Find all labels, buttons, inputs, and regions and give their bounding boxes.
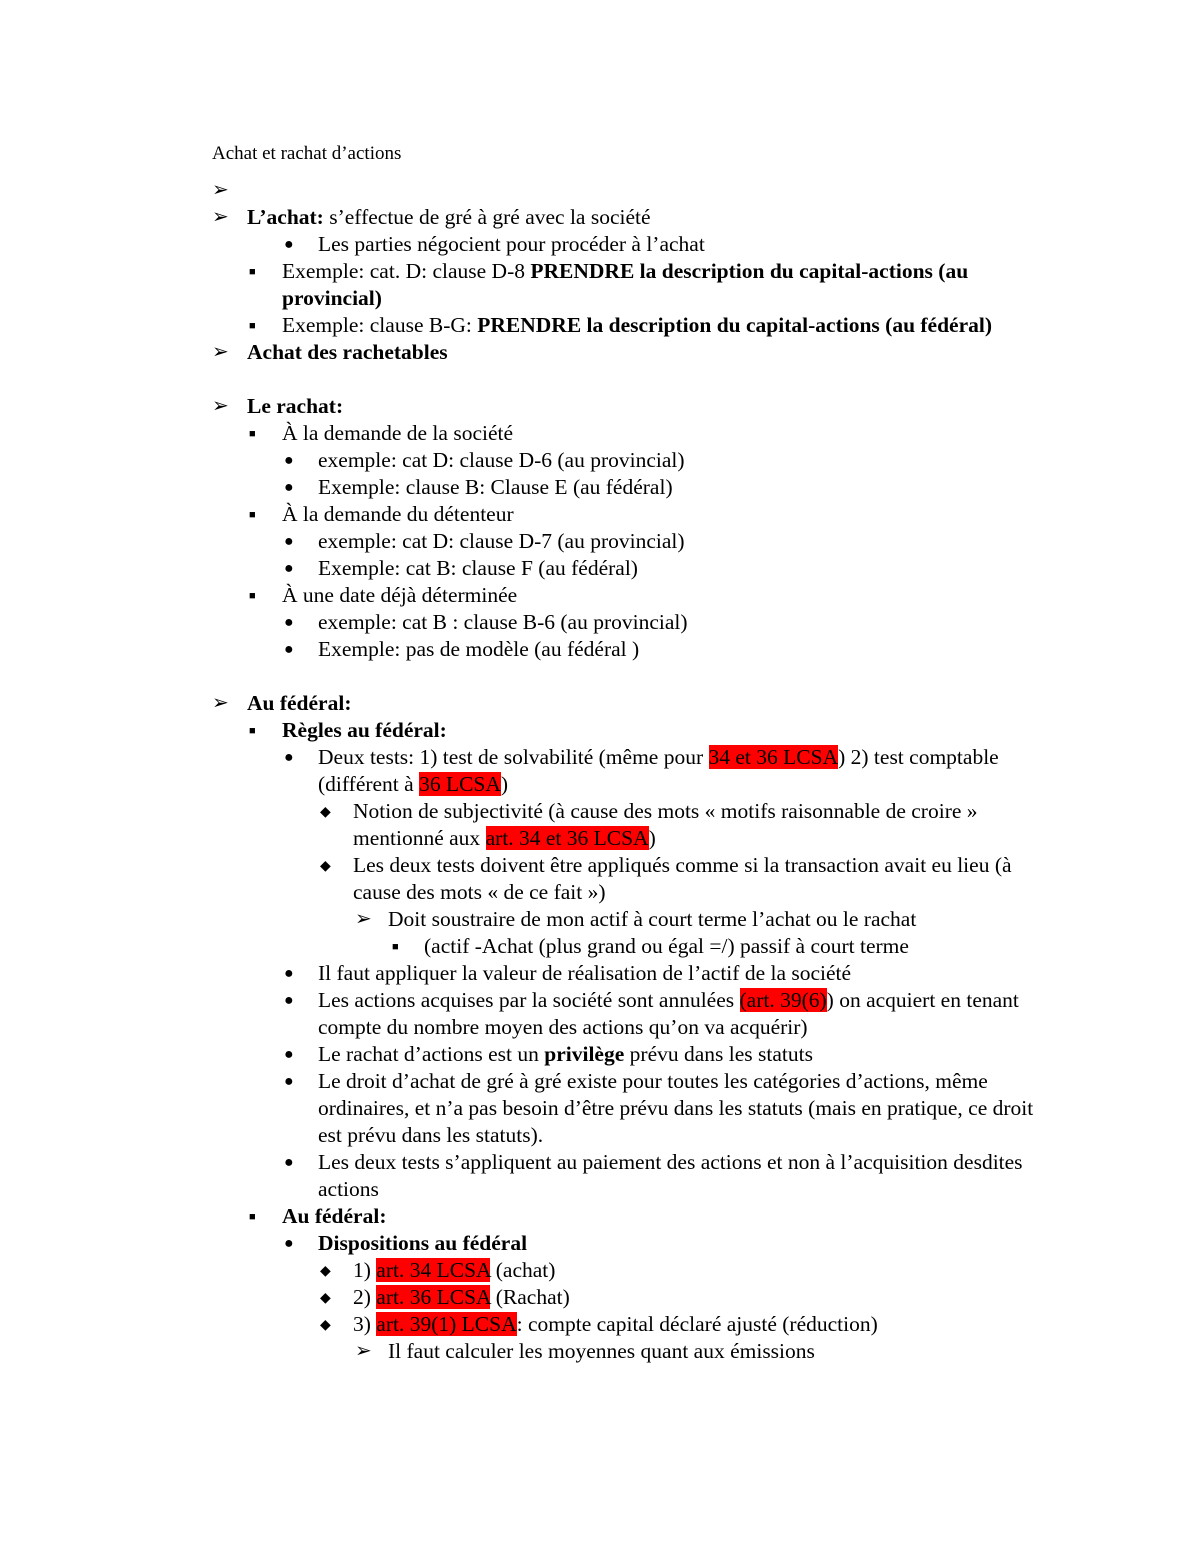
list-item: ● exemple: cat D: clause D-7 (au provincial): [284, 529, 685, 553]
arrow-bullet-icon: ➢: [212, 395, 229, 417]
dot-bullet-icon: ●: [284, 614, 294, 631]
list-item: ◆ 3) art. 39(1) LCSA: compte capital déclaré ajusté (réduction): [212, 1311, 1042, 1338]
diamond-bullet-icon: ◆: [320, 1264, 331, 1279]
dot-bullet-icon: ●: [284, 479, 294, 496]
list-item: ● Deux tests: 1) test de solvabilité (même pour 34 et 36 LCSA) 2) test comptable (différent à 36 LCSA): [284, 745, 999, 796]
list-item: ● Le droit d’achat de gré à gré existe pour toutes les catégories d’actions, même ordinaires, et n’a pas besoin d’être prévu dans les statuts (mais en pratique, ce droit est prévu dans les statuts).: [284, 1069, 1034, 1147]
dot-bullet-icon: ●: [284, 641, 294, 658]
arrow-bullet-icon: ➢: [212, 179, 229, 201]
list-item: ➢ Doit soustraire de mon actif à court terme l’achat ou le rachat: [355, 907, 917, 931]
list-item: ◆ 1) art. 34 LCSA (achat): [212, 1257, 1042, 1284]
square-bullet-icon: ■: [249, 428, 256, 440]
list-item: ■ À une date déjà déterminée: [212, 582, 1042, 609]
square-bullet-icon: ■: [392, 941, 399, 953]
dot-bullet-icon: ●: [284, 992, 294, 1009]
document-title: Achat et rachat d’actions: [212, 143, 402, 164]
list-item: ➢ L’achat: s’effectue de gré à gré avec la société: [212, 205, 651, 229]
diamond-bullet-icon: ◆: [320, 1318, 331, 1333]
arrow-bullet-icon: ➢: [355, 1340, 372, 1362]
list-item: ● Les deux tests s’appliquent au paiement des actions et non à l’acquisition desdites actions: [284, 1150, 1023, 1201]
dot-bullet-icon: ●: [284, 1073, 294, 1090]
list-item: ● Exemple: cat B: clause F (au fédéral): [284, 556, 638, 580]
list-item: ■ À la demande de la société: [212, 420, 1042, 447]
arrow-bullet-icon: ➢: [212, 206, 229, 228]
dot-bullet-icon: ●: [284, 1046, 294, 1063]
list-item: ■ À la demande du détenteur: [212, 501, 1042, 528]
list-item: ● exemple: cat B : clause B-6 (au provincial): [284, 610, 688, 634]
document-content: [212, 140, 1042, 1365]
diamond-bullet-icon: ◆: [320, 1291, 331, 1306]
highlighted-reference: 34 et 36 LCSA: [708, 745, 839, 769]
list-item: [212, 177, 1042, 204]
blank-line: [212, 366, 1042, 393]
dot-bullet-icon: ●: [284, 452, 294, 469]
highlighted-reference: art. 34 LCSA: [376, 1258, 491, 1282]
list-item: ◆ Notion de subjectivité (à cause des mots « motifs raisonnable de croire » mentionné aux art. 34 et 36 LCSA): [320, 799, 978, 850]
highlighted-reference: (art. 39(6): [739, 988, 827, 1012]
dot-bullet-icon: ●: [284, 1235, 294, 1252]
list-item: ■ Au fédéral:: [212, 1203, 1042, 1230]
list-item: ➢ Achat des rachetables: [212, 340, 448, 364]
list-item: ● Exemple: pas de modèle (au fédéral ): [284, 637, 640, 661]
list-item: ■ Exemple: clause B-G: PRENDRE la description du capital-actions (au fédéral): [212, 312, 1042, 339]
dot-bullet-icon: ●: [284, 560, 294, 577]
dot-bullet-icon: ●: [284, 236, 294, 253]
dot-bullet-icon: ●: [284, 1154, 294, 1171]
list-item: ● Exemple: clause B: Clause E (au fédéral): [284, 475, 673, 499]
dot-bullet-icon: ●: [284, 749, 294, 766]
arrow-bullet-icon: ➢: [212, 341, 229, 363]
list-item: ➢ Il faut calculer les moyennes quant aux émissions: [355, 1339, 815, 1363]
square-bullet-icon: ■: [249, 320, 256, 332]
list-item: ● exemple: cat D: clause D-6 (au provincial): [284, 448, 685, 472]
list-item: ● Les parties négocient pour procéder à l’achat: [284, 232, 705, 256]
square-bullet-icon: ■: [249, 725, 256, 737]
arrow-bullet-icon: ➢: [212, 692, 229, 714]
diamond-bullet-icon: ◆: [320, 805, 331, 820]
list-item: ● Il faut appliquer la valeur de réalisation de l’actif de la société: [284, 961, 852, 985]
list-item: ■ Règles au fédéral:: [212, 717, 1042, 744]
list-item: ➢ Le rachat:: [212, 394, 344, 418]
list-item: ● Dispositions au fédéral: [284, 1231, 528, 1255]
highlighted-reference: art. 34 et 36 LCSA: [485, 826, 649, 850]
blank-line: [212, 663, 1042, 690]
list-item: ■ Exemple: cat. D: clause D-8 PRENDRE la description du capital-actions (au provincial): [249, 259, 969, 310]
dot-bullet-icon: ●: [284, 533, 294, 550]
square-bullet-icon: ■: [249, 590, 256, 602]
diamond-bullet-icon: ◆: [320, 859, 331, 874]
arrow-bullet-icon: ➢: [355, 908, 372, 930]
square-bullet-icon: ■: [249, 266, 256, 278]
list-item: ➢ Au fédéral:: [212, 691, 352, 715]
list-item: ● Les actions acquises par la société sont annulées (art. 39(6)) on acquiert en tenant compte du nombre moyen des actions qu’on va acquérir): [284, 988, 1019, 1039]
dot-bullet-icon: ●: [284, 965, 294, 982]
highlighted-reference: art. 39(1) LCSA: [376, 1312, 517, 1336]
achat-label: L’achat:: [247, 205, 324, 229]
list-item: ◆ Les deux tests doivent être appliqués comme si la transaction avait eu lieu (à cause des mots « de ce fait »): [320, 853, 1012, 904]
square-bullet-icon: ■: [249, 509, 256, 521]
square-bullet-icon: ■: [249, 1211, 256, 1223]
list-item: ■ (actif -Achat (plus grand ou égal =/) passif à court terme: [212, 933, 1042, 960]
list-item: ● Le rachat d’actions est un privilège prévu dans les statuts: [284, 1042, 813, 1066]
highlighted-reference: art. 36 LCSA: [376, 1285, 491, 1309]
list-item: ◆ 2) art. 36 LCSA (Rachat): [212, 1284, 1042, 1311]
highlighted-reference: 36 LCSA: [419, 772, 501, 796]
